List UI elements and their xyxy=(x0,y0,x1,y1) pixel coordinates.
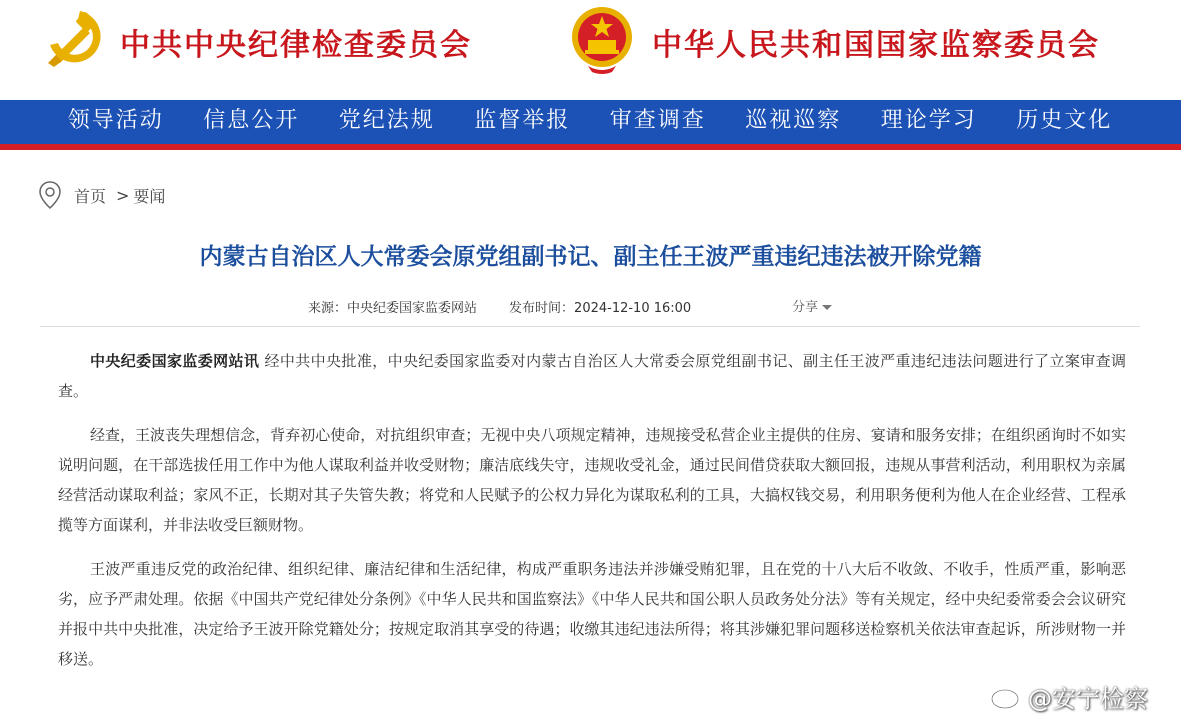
article-body xyxy=(58,346,1126,688)
weibo-watermark xyxy=(990,676,1148,716)
share-button[interactable] xyxy=(792,296,832,315)
breadcrumb-home-link[interactable]: 首页 xyxy=(74,186,107,206)
party-emblem-icon xyxy=(40,5,106,71)
weibo-icon xyxy=(990,682,1024,710)
nav-item-theory[interactable]: 理论学习 xyxy=(880,108,977,133)
time-label: 发布时间： xyxy=(509,301,575,316)
nav-item-inspection[interactable]: 巡视巡察 xyxy=(745,108,842,133)
source-value: 中央纪委国家监委网站 xyxy=(347,301,478,316)
breadcrumb-separator: > xyxy=(116,185,130,205)
nav-item-disclosure[interactable]: 信息公开 xyxy=(203,108,300,133)
divider xyxy=(40,326,1140,327)
article-time xyxy=(509,297,691,316)
article-source xyxy=(308,297,477,316)
source-label: 来源： xyxy=(308,301,348,316)
breadcrumb-section-link[interactable]: 要闻 xyxy=(133,186,166,206)
time-value: 2024-12-10 16:00 xyxy=(574,301,692,316)
article-paragraph: 王波严重违反党的政治纪律、组织纪律、廉洁纪律和生活纪律，构成严重职务违法并涉嫌受贿犯罪，且在党的十八大后不收敛、不收手，性质严重，影响恶劣，应予严肃处理。依据《中国共产党纪律处分条例》《中华人民共和国监察法》《中华人民共和国公职人员政务处分法》等有关规定，经中央纪委常委会会议研究并报中共中央批准，决定给予王波开除党籍处分；按规定取消其享受的待遇；收缴其违纪违法所得；将其涉嫌犯罪问题移送检察机关依法审查起诉，所涉财物一并移送。 xyxy=(58,560,1126,668)
location-pin-icon xyxy=(38,180,62,210)
nav-item-history[interactable]: 历史文化 xyxy=(1016,108,1113,133)
share-label: 分享 xyxy=(792,300,819,315)
ncs-title[interactable]: 中华人民共和国国家监察委员会 xyxy=(652,28,1100,63)
article-paragraph: 经查，王波丧失理想信念，背弃初心使命，对抗组织审查；无视中央八项规定精神，违规接受私营企业主提供的住房、宴请和服务安排；在组织函询时不如实说明问题，在干部选拔任用工作中为他人谋取利益并收受财物；廉洁底线失守，违规收受礼金，通过民间借贷获取大额回报，违规从事营利活动，利用职权为亲属经营活动谋取利益；家风不正，长期对其子失管失教；将党和人民赋予的公权力异化为谋取私利的工具，大搞权钱交易，利用职务便利为他人在企业经营、工程承揽等方面谋利，并非法收受巨额财物。 xyxy=(58,426,1126,534)
chevron-down-icon xyxy=(822,305,832,310)
nav-item-investigation[interactable]: 审查调查 xyxy=(609,108,706,133)
nav-item-regulations[interactable]: 党纪法规 xyxy=(338,108,435,133)
nav-red-stripe xyxy=(0,144,1181,150)
article-paragraph xyxy=(58,346,1126,406)
paragraph-text: 经中共中央批准，中央纪委国家监委对内蒙古自治区人大常委会原党组副书记、副主任王波严重违纪违法问题进行了立案审查调查。 xyxy=(58,352,1126,400)
nav-item-leadership[interactable]: 领导活动 xyxy=(67,108,164,133)
nav-list xyxy=(48,100,1132,144)
article-title: 内蒙古自治区人大常委会原党组副书记、副主任王波严重违纪违法被开除党籍 xyxy=(199,244,982,270)
nav-item-report[interactable]: 监督举报 xyxy=(474,108,571,133)
site-header xyxy=(0,0,1181,100)
watermark-text: @安宁检察 xyxy=(1028,684,1148,713)
ccdi-title[interactable]: 中共中央纪律检查委员会 xyxy=(120,28,472,63)
national-emblem-icon xyxy=(568,4,636,74)
breadcrumb xyxy=(38,180,165,210)
main-nav xyxy=(0,100,1181,144)
article-lead: 中央纪委国家监委网站讯 xyxy=(90,352,260,370)
article-meta xyxy=(308,297,691,316)
